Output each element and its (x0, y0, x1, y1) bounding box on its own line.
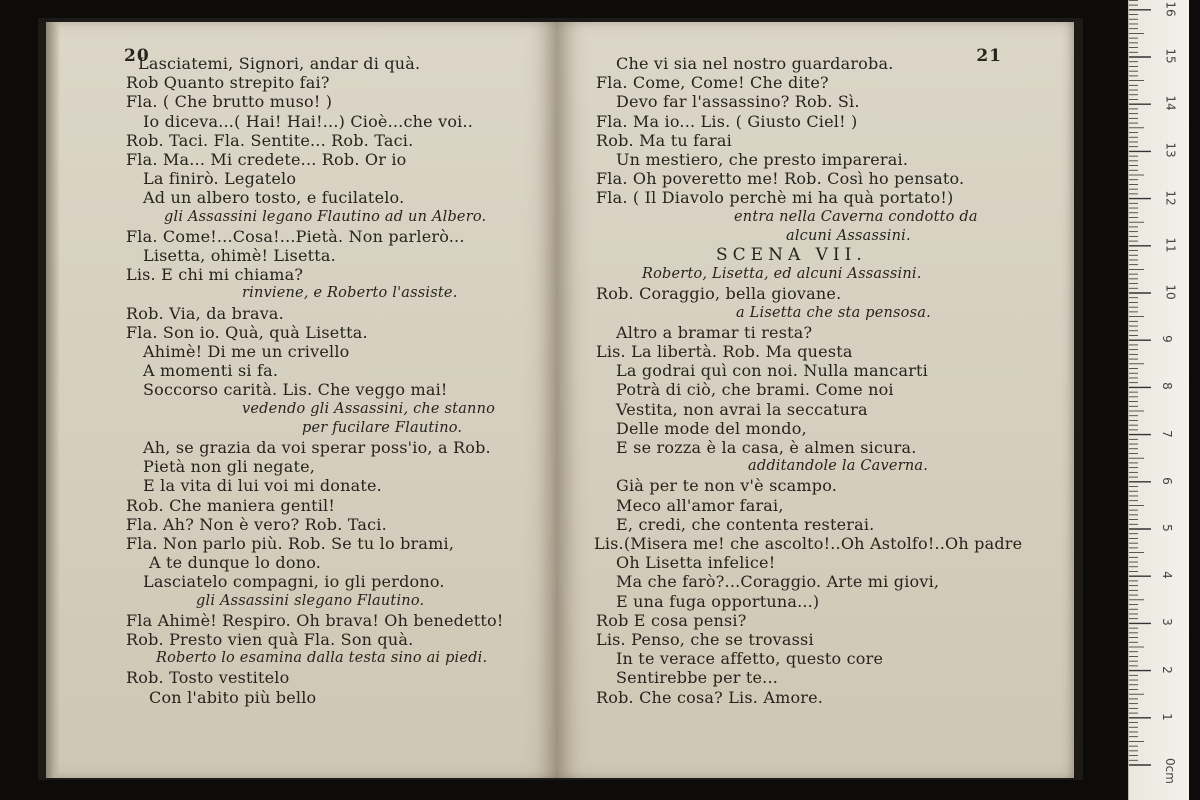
left-page-line: Fla. ( Che brutto muso! ) (126, 92, 333, 112)
left-page-line: vedendo gli Assassini, che stanno (242, 400, 496, 417)
ruler-mark-label: 2 (1159, 665, 1174, 674)
left-page-line: Rob. Taci. Fla. Sentite... Rob. Taci. (126, 130, 414, 150)
right-page-line: Meco all'amor farai, (616, 495, 784, 515)
ruler-ticks (1129, 0, 1189, 800)
left-page-line: Fla. Come!...Cosa!...Pietà. Non parlerò... (126, 226, 465, 246)
left-page-line: A momenti si fa. (143, 361, 279, 381)
right-page-line: Lis. La libertà. Rob. Ma questa (596, 342, 853, 361)
ruler-mark-label: 3 (1159, 618, 1174, 627)
right-page-line: Fla. Ma io... Lis. ( Giusto Ciel! ) (596, 111, 858, 131)
ruler-mark-label: 7 (1159, 429, 1174, 438)
left-page-line: Ad un albero tosto, e fucilatelo. (143, 188, 405, 208)
left-page-line: Ahimè! Di me un crivello (143, 342, 350, 361)
ruler-mark-label: 10 (1163, 284, 1178, 300)
right-page-line: Un mestiero, che presto imparerai. (616, 150, 909, 169)
left-page-line: Con l'abito più bello (149, 687, 317, 707)
right-page-line: Potrà di ciò, che brami. Come noi (616, 380, 894, 400)
left-page-line: Lasciatemi, Signori, andar di quà. (138, 54, 421, 73)
left-page-line: Rob. Presto vien quà Fla. Son quà. (126, 630, 414, 649)
right-page-line: Rob E cosa pensi? (596, 610, 747, 630)
left-page-line: Rob. Tosto vestitelo (126, 668, 290, 688)
right-page-line: Fla. Oh poveretto me! Rob. Così ho pensato. (596, 169, 965, 189)
left-page-line: Fla Ahimè! Respiro. Oh brava! Oh benedetto! (126, 610, 504, 630)
right-page-line: La godrai quì con noi. Nulla mancarti (616, 361, 928, 381)
right-page-line: Ma che farò?...Coraggio. Arte mi giovi, (616, 572, 940, 592)
right-page-line: Sentirebbe per te... (616, 668, 779, 688)
left-page-line: Lis. E chi mi chiama? (126, 265, 304, 285)
right-page-line: Vestita, non avrai la seccatura (616, 399, 868, 419)
ruler-mark-label: 4 (1159, 571, 1174, 580)
left-page-line: gli Assassini slegano Flautino. (196, 592, 425, 609)
right-page-line: Già per te non v'è scampo. (616, 476, 838, 496)
left-page (46, 22, 558, 778)
right-page-line: Rob. Coraggio, bella giovane. (596, 284, 842, 304)
right-page (556, 22, 1074, 778)
left-page-line: La finirò. Legatelo (143, 169, 297, 189)
left-page-line: Lisetta, ohimè! Lisetta. (143, 246, 336, 265)
left-page-line: Pietà non gli negate, (143, 457, 316, 477)
right-page-line: Che vi sia nel nostro guardaroba. (616, 54, 894, 73)
left-page-line: Ah, se grazia da voi sperar poss'io, a Rob. (143, 438, 491, 457)
ruler-mark-label: 11 (1163, 237, 1178, 253)
right-page-line: Lis.(Misera me! che ascolto!..Oh Astolfo!..Oh padre (594, 534, 1023, 553)
left-page-line: A te dunque lo dono. (149, 553, 322, 573)
left-page-line: Fla. Ah? Non è vero? Rob. Taci. (126, 514, 387, 534)
right-page-line: Lis. Penso, che se trovassi (596, 630, 814, 649)
ruler-mark-label: 1 (1159, 712, 1174, 721)
right-page-line: In te verace affetto, questo core (616, 649, 884, 669)
ruler-unit-label: 0cm (1162, 758, 1177, 784)
right-page-line: Oh Lisetta infelice! (616, 553, 776, 573)
ruler-mark-label: 9 (1159, 335, 1174, 344)
left-page-line: E la vita di lui voi mi donate. (143, 476, 382, 496)
ruler-mark-label: 14 (1163, 95, 1178, 111)
right-page-line: Devo far l'assassino? Rob. Sì. (616, 92, 860, 112)
right-page-line: Rob. Ma tu farai (596, 130, 732, 150)
right-page-line: Fla. ( Il Diavolo perchè mi ha quà portato!) (596, 188, 954, 208)
page-number-right: 21 (976, 46, 1002, 66)
left-page-line: Roberto lo esamina dalla testa sino ai piedi. (156, 650, 488, 667)
right-page-line: Rob. Che cosa? Lis. Amore. (596, 687, 824, 707)
left-page-line: Rob Quanto strepito fai? (126, 73, 330, 93)
page-number-left: 20 (124, 46, 150, 66)
ruler-mark-label: 15 (1163, 48, 1178, 64)
ruler-mark-label: 13 (1163, 142, 1178, 159)
left-page-line: Fla. Non parlo più. Rob. Se tu lo brami, (126, 534, 455, 553)
right-page-line: entra nella Caverna condotto da (734, 208, 978, 225)
right-page-line: E se rozza è la casa, è almen sicura. (616, 438, 917, 457)
left-page-line: Soccorso carità. Lis. Che veggo mai! (143, 380, 448, 400)
right-page-line: E una fuga opportuna...) (616, 591, 820, 611)
ruler-mark-label: 16 (1163, 1, 1178, 17)
left-page-line: Io diceva...( Hai! Hai!...) Cioè...che voi.. (143, 111, 474, 131)
left-page-line: per fucilare Flautino. (302, 419, 463, 436)
left-page-line: Rob. Che maniera gentil! (126, 495, 335, 515)
left-page-line: Fla. Son io. Quà, quà Lisetta. (126, 322, 368, 342)
left-page-line: gli Assassini legano Flautino ad un Albero. (164, 208, 487, 225)
ruler-mark-label: 8 (1159, 382, 1174, 391)
ruler-mark-label: 6 (1159, 476, 1174, 485)
right-page-line: Delle mode del mondo, (616, 418, 807, 438)
left-page-line: Rob. Via, da brava. (126, 303, 284, 323)
ruler-mark-label: 5 (1159, 524, 1174, 532)
right-page-line: Fla. Come, Come! Che dite? (596, 73, 829, 93)
right-page-line: a Lisetta che sta pensosa. (736, 304, 931, 321)
right-page-line: additandole la Caverna. (748, 458, 929, 475)
right-page-line: Altro a bramar ti resta? (616, 322, 813, 342)
measuring-ruler (1128, 0, 1189, 800)
right-page-line: alcuni Assassini. (786, 227, 911, 244)
left-page-line: Fla. Ma... Mi credete... Rob. Or io (126, 150, 407, 169)
right-page-line: Roberto, Lisetta, ed alcuni Assassini. (642, 266, 922, 283)
left-page-line: rinviene, e Roberto l'assiste. (242, 285, 458, 302)
ruler-mark-label: 12 (1163, 189, 1178, 206)
right-page-line: E, credi, che contenta resterai. (616, 514, 875, 534)
left-page-line: Lasciatelo compagni, io gli perdono. (143, 572, 445, 592)
right-page-line: SCENA VII. (716, 245, 867, 265)
